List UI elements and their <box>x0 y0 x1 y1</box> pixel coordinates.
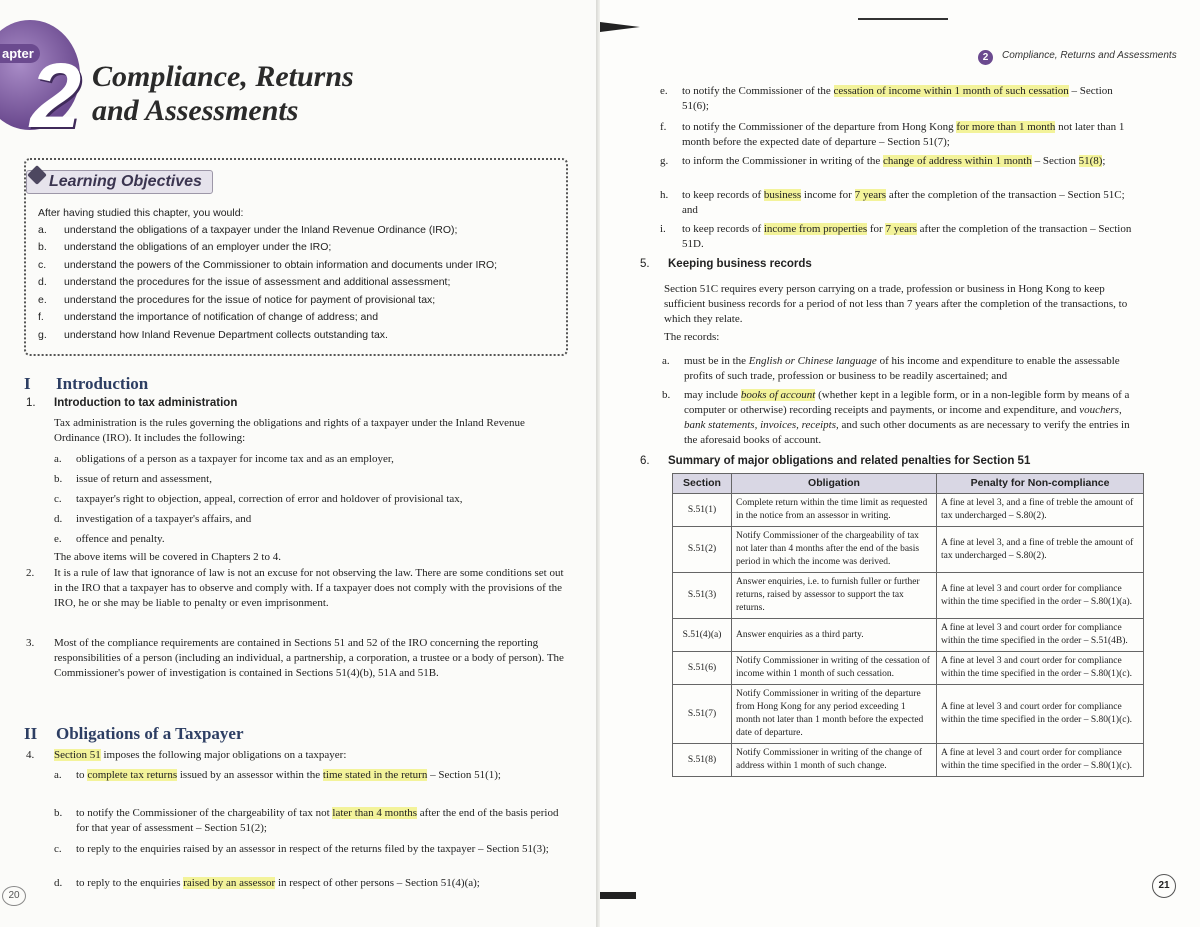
section-cell: S.51(1) <box>673 494 732 527</box>
objective-marker: a. <box>38 223 47 236</box>
objective-marker: f. <box>38 311 44 324</box>
paragraph-1-text: Tax administration is the rules governing the obligations and rights of a taxpayer under the Inland Revenue Ordinance (IRO). It includes the following: <box>54 417 525 444</box>
objective-text: understand the procedures for the issue of notice for payment of provisional tax; <box>64 293 436 306</box>
records-a: a. must be in the English or Chinese language of his income and expenditure to enable the assessable profits of such trade, profession or business to be readily ascertained; and <box>662 355 1120 382</box>
paragraph-1-heading: 1. Introduction to tax administration <box>26 397 238 409</box>
obligation-h: h. to keep records of business income for 7 years after the completion of the transaction – Section 51C; and <box>660 189 1125 216</box>
objective-text: understand the obligations of an employer under the IRO; <box>64 241 332 254</box>
objective-text: understand the procedures for the issue of assessment and additional assessment; <box>64 276 451 289</box>
running-header: Compliance, Returns and Assessments <box>1002 50 1177 61</box>
table-header-section: Section <box>673 474 732 494</box>
section-cell: S.51(7) <box>673 685 732 744</box>
objective-item <box>38 256 558 274</box>
objective-text: understand the importance of notification of change of address; and <box>64 311 379 324</box>
objective-text: understand how Inland Revenue Department collects outstanding tax. <box>64 328 388 341</box>
objective-item <box>38 239 558 257</box>
obligation-i: i. to keep records of income from properties for 7 years after the completion of the transaction – Section 51D. <box>660 223 1132 250</box>
obligation-a: a. to complete tax returns issued by an assessor within the time stated in the return – Section 51(1); <box>54 769 501 781</box>
section-cell: S.51(4)(a) <box>673 619 732 652</box>
section-heading-obligations: II Obligations of a Taxpayer <box>24 724 244 743</box>
records-b: b. may include books of account (whether kept in a legible form, or in a non-legible form by means of a computer or otherwise) recording receipts and payments, or income and expenditure, and vouchers, bank statements, invoices, receipts, and such other documents as are necessary to verify the entries in the aforesaid books of account. <box>662 389 1130 446</box>
obligation-e: e. to notify the Commissioner of the cessation of income within 1 month of such cessation – Section 51(6); <box>660 85 1113 112</box>
table-row <box>673 619 1144 652</box>
obligation-cell: Complete return within the time limit as requested in the notice from an assessor in writing. <box>732 494 937 527</box>
table-header-row <box>673 474 1144 494</box>
running-header-number: 2 <box>978 50 993 65</box>
obligation-b: b. to notify the Commissioner of the chargeability of tax not later than 4 months after the end of the basis period for that year of assessment – Section 51(2); <box>54 807 559 834</box>
table-row <box>673 494 1144 527</box>
intro-list-item: b. issue of return and assessment, <box>54 473 212 485</box>
section-cell: S.51(2) <box>673 527 732 573</box>
intro-list-item: c. taxpayer's right to objection, appeal, correction of error and holdover of provisional tax, <box>54 493 463 505</box>
corner-mark-top <box>600 22 640 32</box>
obligation-cell: Notify Commissioner in writing of the cessation of income within 1 month of such cessation. <box>732 652 937 685</box>
paragraph-2: 2. It is a rule of law that ignorance of law is not an excuse for not observing the law. There are some conditions set out in the IRO that a taxpayer has to observe and comply with. If a taxpayer does not comply with the provisions of the IRO, he or she may be liable to penalty or even imprisonment. <box>26 567 564 609</box>
penalty-cell: A fine at level 3, and a fine of treble the amount of tax undercharged – S.80(2). <box>937 527 1144 573</box>
objective-marker: e. <box>38 293 47 306</box>
obligation-cell: Notify Commissioner in writing of the change of address within 1 month of such change. <box>732 744 937 777</box>
section-cell: S.51(8) <box>673 744 732 777</box>
table-row <box>673 744 1144 777</box>
objective-item <box>38 326 558 344</box>
intro-list-item: a. obligations of a person as a taxpayer for income tax and as an employer, <box>54 453 394 465</box>
chapter-title <box>92 60 452 128</box>
penalty-cell: A fine at level 3 and court order for compliance within the time specified in the order – S.80(1)(a). <box>937 573 1144 619</box>
paragraph-3: 3. Most of the compliance requirements are contained in Sections 51 and 52 of the IRO concerning the reporting responsibilities of a person (including an individual, a partnership, a corporation, a trustee or a body of person). The Commissioner's power of investigation is contained in Sections 51(4)(b), 51A and 51B. <box>26 637 564 679</box>
paragraph-1-after: The above items will be covered in Chapters 2 to 4. <box>54 551 281 563</box>
chapter-word: apter <box>0 44 40 63</box>
obligation-g: g. to inform the Commissioner in writing of the change of address within 1 month – Section 51(8); <box>660 155 1106 167</box>
objective-text: understand the obligations of a taxpayer under the Inland Revenue Ordinance (IRO); <box>64 223 458 236</box>
penalty-cell: A fine at level 3 and court order for compliance within the time specified in the order – S.80(1)(c). <box>937 652 1144 685</box>
obligation-c: c. to reply to the enquiries raised by an assessor in respect of the returns filed by the taxpayer – Section 51(3); <box>54 843 549 855</box>
section-cell: S.51(3) <box>673 573 732 619</box>
records-label: The records: <box>664 331 720 343</box>
objective-marker: g. <box>38 328 47 341</box>
chapter-title-line-2: and Assessments <box>92 94 299 127</box>
section-cell: S.51(6) <box>673 652 732 685</box>
objective-item <box>38 221 558 239</box>
table-row <box>673 652 1144 685</box>
table-header-penalty: Penalty for Non-compliance <box>937 474 1144 494</box>
section-heading-introduction: I Introduction <box>24 374 149 393</box>
objective-marker: c. <box>38 258 47 271</box>
objective-marker: d. <box>38 276 47 289</box>
chapter-number: 2 <box>30 45 82 147</box>
paragraph-5-heading: 5. Keeping business records <box>640 258 812 270</box>
penalty-cell: A fine at level 3 and court order for compliance within the time specified in the order – S.80(1)(c). <box>937 685 1144 744</box>
obligation-cell: Answer enquiries as a third party. <box>732 619 937 652</box>
page-number-right: 21 <box>1152 874 1176 898</box>
paragraph-4: 4. Section 51 imposes the following major obligations on a taxpayer: <box>26 749 347 761</box>
penalties-table-body <box>673 494 1144 777</box>
obligation-f: f. to notify the Commissioner of the departure from Hong Kong for more than 1 month not later than 1 month before the expected date of departure – Section 51(7); <box>660 121 1125 148</box>
table-row <box>673 527 1144 573</box>
page-number-left: 20 <box>2 886 26 906</box>
table-row <box>673 573 1144 619</box>
penalty-cell: A fine at level 3 and court order for compliance within the time specified in the order – S.51(4B). <box>937 619 1144 652</box>
intro-list-item: d. investigation of a taxpayer's affairs, and <box>54 513 252 525</box>
learning-objectives-list <box>38 221 558 344</box>
objective-marker: b. <box>38 241 47 254</box>
corner-mark-bottom <box>600 892 636 899</box>
intro-list-item: e. offence and penalty. <box>54 533 165 545</box>
learning-objectives-intro: After having studied this chapter, you would: <box>38 207 244 219</box>
paragraph-6-heading: 6. Summary of major obligations and related penalties for Section 51 <box>640 455 1031 467</box>
obligation-cell: Notify Commissioner in writing of the departure from Hong Kong for any period exceeding 1 month not later than 1 month before the expected date of departure. <box>732 685 937 744</box>
penalty-cell: A fine at level 3 and court order for compliance within the time specified in the order – S.80(1)(c). <box>937 744 1144 777</box>
penalties-table <box>672 473 1144 777</box>
obligation-d: d. to reply to the enquiries raised by an assessor in respect of other persons – Section 51(4)(a); <box>54 877 480 889</box>
table-header-obligation: Obligation <box>732 474 937 494</box>
learning-objectives-tag: Learning Objectives <box>26 170 213 194</box>
objective-text: understand the powers of the Commissioner to obtain information and documents under IRO; <box>64 258 498 271</box>
obligation-cell: Answer enquiries, i.e. to furnish fuller or further returns, raised by assessor to support the tax returns. <box>732 573 937 619</box>
right-page <box>600 0 1200 927</box>
table-row <box>673 685 1144 744</box>
penalty-cell: A fine at level 3, and a fine of treble the amount of tax undercharged – S.80(2). <box>937 494 1144 527</box>
paragraph-5-text: Section 51C requires every person carrying on a trade, profession or business in Hong Kong to keep sufficient business records for a period of not less than 7 years after the completion of the transactions, to which they relate. <box>664 283 1128 325</box>
chapter-title-line-1: Compliance, Returns <box>92 60 354 93</box>
obligation-cell: Notify Commissioner of the chargeability of tax not later than 4 months after the end of the basis period in which the income was derived. <box>732 527 937 573</box>
objective-item <box>38 309 558 327</box>
top-rule <box>858 18 948 20</box>
objective-item <box>38 291 558 309</box>
objective-item <box>38 274 558 292</box>
